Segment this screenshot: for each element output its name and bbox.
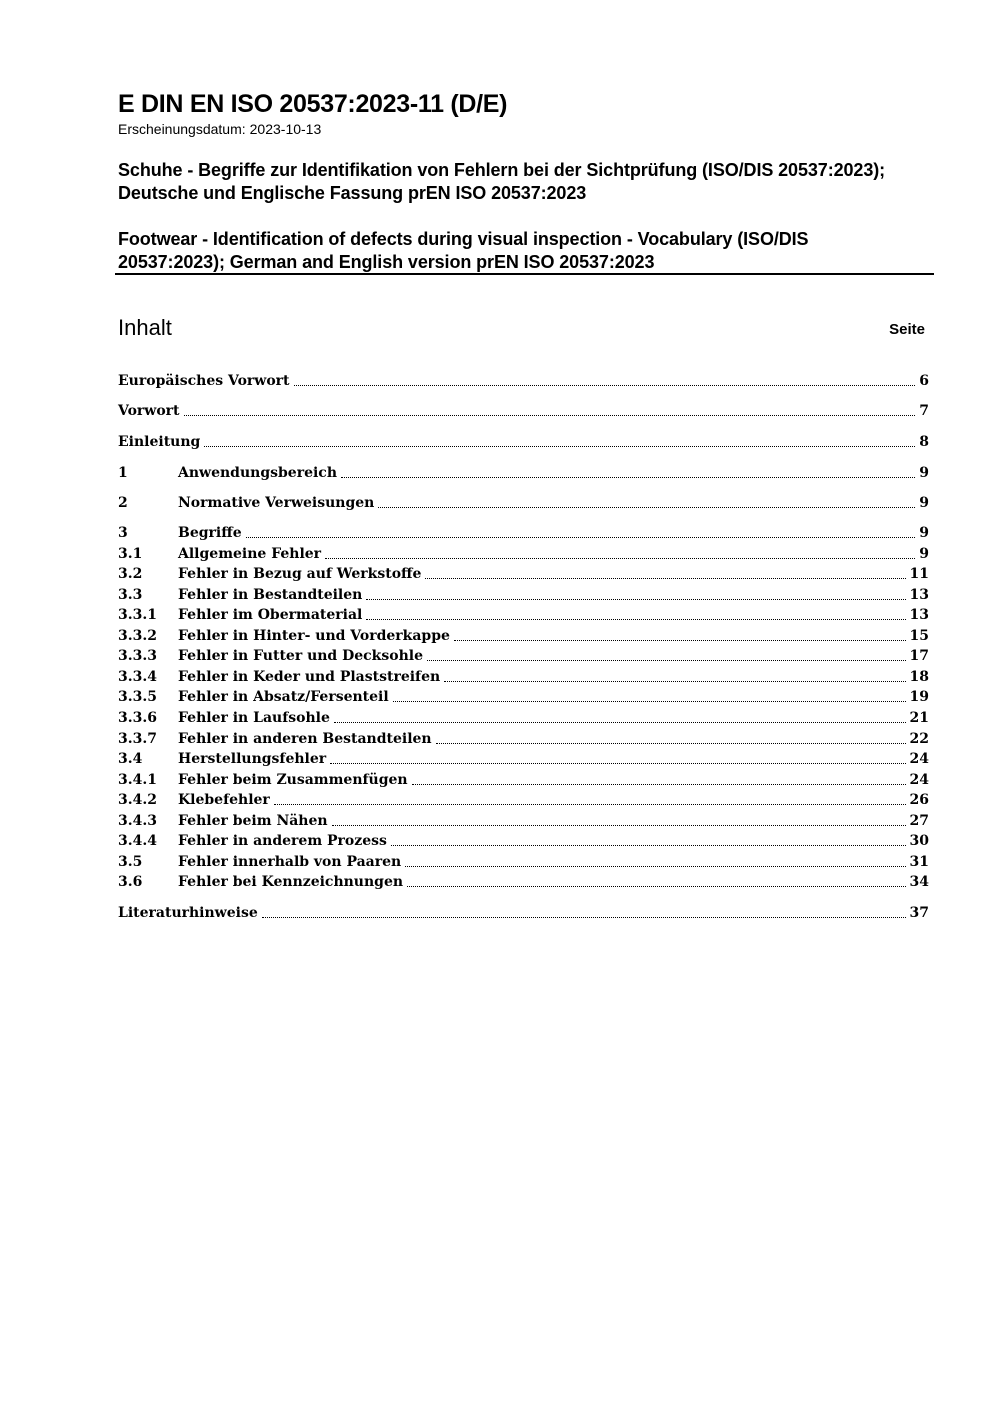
toc-entry-title: Europäisches Vorwort (118, 373, 290, 389)
toc-dot-leader (405, 865, 905, 867)
toc-dot-leader (427, 659, 906, 661)
toc-dot-leader (330, 762, 905, 764)
title-separator-rule (115, 273, 934, 275)
toc-entry-number: 3.2 (118, 566, 143, 582)
toc-entry[interactable] (118, 729, 929, 749)
toc-entry[interactable] (118, 667, 929, 687)
toc-entry-page: 24 (909, 751, 929, 767)
toc-entry-number: 3.3.7 (118, 731, 157, 747)
toc-entry-number: 3.4.2 (118, 792, 157, 808)
toc-dot-leader (294, 384, 916, 386)
toc-entry[interactable] (118, 811, 929, 831)
toc-dot-leader (366, 598, 905, 600)
toc-entry-number: 3.6 (118, 874, 143, 890)
toc-entry-number: 2 (118, 495, 128, 511)
toc-entry-page: 11 (909, 566, 929, 582)
toc-entry[interactable] (118, 432, 929, 452)
toc-dot-leader (325, 557, 915, 559)
toc-dot-leader (184, 414, 916, 416)
toc-entry-title: Literaturhinweise (118, 905, 258, 921)
toc-entry-page: 9 (919, 546, 929, 562)
toc-entry-title: Fehler in Laufsohle (178, 710, 330, 726)
toc-entry-number: 3.4.4 (118, 833, 157, 849)
toc-entry-title: Klebefehler (178, 792, 270, 808)
toc-dot-leader (378, 506, 915, 508)
toc-entry-title: Normative Verweisungen (178, 495, 375, 511)
toc-dot-leader (436, 742, 906, 744)
toc-entry-page: 31 (909, 854, 929, 870)
toc-entry-number: 3.3.1 (118, 607, 157, 623)
publication-date-line (118, 121, 321, 137)
toc-entry-page: 9 (919, 525, 929, 541)
toc-entry-page: 19 (909, 689, 929, 705)
toc-entry[interactable] (118, 564, 929, 584)
toc-entry-number: 3.1 (118, 546, 143, 562)
toc-entry-title: Allgemeine Fehler (178, 546, 322, 562)
toc-dot-leader (341, 476, 915, 478)
toc-dot-leader (204, 445, 915, 447)
toc-entry-number: 3.3 (118, 587, 143, 603)
toc-entry[interactable] (118, 585, 929, 605)
toc-entry-page: 15 (909, 628, 929, 644)
toc-entry-page: 9 (919, 495, 929, 511)
toc-entry-page: 8 (919, 434, 929, 450)
toc-entry-title: Fehler in Keder und Plaststreifen (178, 669, 441, 685)
title-english: Footwear - Identification of defects during visual inspection - Vocabulary (ISO/DIS 20537:2023); German and English version prEN ISO 20537:2023 (118, 229, 809, 272)
toc-dot-leader (444, 680, 905, 682)
toc-entry-title: Begriffe (178, 525, 242, 541)
toc-dot-leader (407, 885, 905, 887)
toc-entry[interactable] (118, 626, 929, 646)
toc-entry-page: 18 (909, 669, 929, 685)
toc-entry[interactable] (118, 831, 929, 851)
toc-dot-leader (334, 721, 906, 723)
toc-entry-page: 13 (909, 587, 929, 603)
toc-entry-title: Fehler in anderen Bestandteilen (178, 731, 432, 747)
toc-entry-page: 7 (919, 403, 929, 419)
toc-entry-title: Anwendungsbereich (178, 465, 337, 481)
toc-dot-leader (274, 803, 906, 805)
toc-entry[interactable] (118, 401, 929, 421)
toc-entry-number: 1 (118, 465, 128, 481)
toc-dot-leader (393, 700, 906, 702)
toc-entry-title: Fehler in Hinter- und Vorderkappe (178, 628, 450, 644)
toc-entry-title: Fehler innerhalb von Paaren (178, 854, 402, 870)
toc-entry-title: Fehler beim Zusammenfügen (178, 772, 408, 788)
toc-entry-number: 3.3.6 (118, 710, 157, 726)
toc-dot-leader (454, 639, 906, 641)
toc-entry-number: 3.3.4 (118, 669, 157, 685)
toc-entry[interactable] (118, 872, 929, 892)
toc-entry-title: Fehler in Bezug auf Werkstoffe (178, 566, 422, 582)
toc-entry[interactable] (118, 687, 929, 707)
toc-entry[interactable] (118, 463, 929, 483)
toc-entry-page: 26 (909, 792, 929, 808)
toc-entry[interactable] (118, 790, 929, 810)
toc-entry-title: Einleitung (118, 434, 201, 450)
toc-entry-title: Fehler im Obermaterial (178, 607, 363, 623)
publication-date-label: Erscheinungsdatum: (118, 121, 246, 137)
toc-entry[interactable] (118, 371, 929, 391)
toc-entry-title: Herstellungsfehler (178, 751, 327, 767)
toc-entry-page: 21 (909, 710, 929, 726)
toc-entry-title: Fehler in anderem Prozess (178, 833, 387, 849)
toc-dot-leader (246, 536, 916, 538)
toc-dot-leader (412, 783, 906, 785)
toc-entry-number: 3.4.1 (118, 772, 157, 788)
title-german: Schuhe - Begriffe zur Identifikation von Fehlern bei der Sichtprüfung (ISO/DIS 20537:2023); Deutsche und Englische Fassung prEN ISO 20537:2023 (118, 160, 886, 203)
toc-entry-title: Fehler beim Nähen (178, 813, 328, 829)
toc-entry[interactable] (118, 646, 929, 666)
toc-entry-title: Fehler in Futter und Decksohle (178, 648, 423, 664)
toc-dot-leader (425, 577, 905, 579)
toc-entry-page: 24 (909, 772, 929, 788)
toc-entry[interactable] (118, 770, 929, 790)
toc-entry-title: Vorwort (118, 403, 180, 419)
toc-entry-page: 22 (909, 731, 929, 747)
toc-page-column-label: Seite (889, 321, 925, 338)
toc-entry[interactable] (118, 903, 929, 923)
toc-entry-title: Fehler bei Kennzeichnungen (178, 874, 404, 890)
toc-entry[interactable] (118, 605, 929, 625)
toc-entry-page: 6 (919, 373, 929, 389)
toc-entry-page: 9 (919, 465, 929, 481)
toc-dot-leader (332, 824, 906, 826)
toc-entry-number: 3.3.2 (118, 628, 157, 644)
toc-dot-leader (391, 844, 906, 846)
toc-entry-title: Fehler in Absatz/Fersenteil (178, 689, 389, 705)
toc-entry-page: 27 (909, 813, 929, 829)
toc-entry[interactable] (118, 749, 929, 769)
toc-dot-leader (262, 916, 906, 918)
toc-entry[interactable] (118, 523, 929, 543)
toc-entry-page: 13 (909, 607, 929, 623)
toc-entry-number: 3.4 (118, 751, 143, 767)
toc-entry[interactable] (118, 852, 929, 872)
toc-heading: Inhalt (118, 315, 172, 340)
toc-entry-title: Fehler in Bestandteilen (178, 587, 363, 603)
toc-entry-number: 3.3.3 (118, 648, 157, 664)
toc-entry-number: 3 (118, 525, 128, 541)
toc-entry[interactable] (118, 708, 929, 728)
toc-entry-number: 3.3.5 (118, 689, 157, 705)
toc-entry-page: 34 (909, 874, 929, 890)
publication-date-value: 2023-10-13 (249, 121, 322, 137)
toc-entry-number: 3.5 (118, 854, 143, 870)
toc-entry[interactable] (118, 493, 929, 513)
toc-dot-leader (366, 618, 905, 620)
toc-entry-page: 37 (909, 905, 929, 921)
toc-entry[interactable] (118, 544, 929, 564)
toc-entry-page: 17 (909, 648, 929, 664)
document-number: E DIN EN ISO 20537:2023-11 (D/E) (118, 90, 508, 118)
toc-entry-number: 3.4.3 (118, 813, 157, 829)
toc-entry-page: 30 (909, 833, 929, 849)
